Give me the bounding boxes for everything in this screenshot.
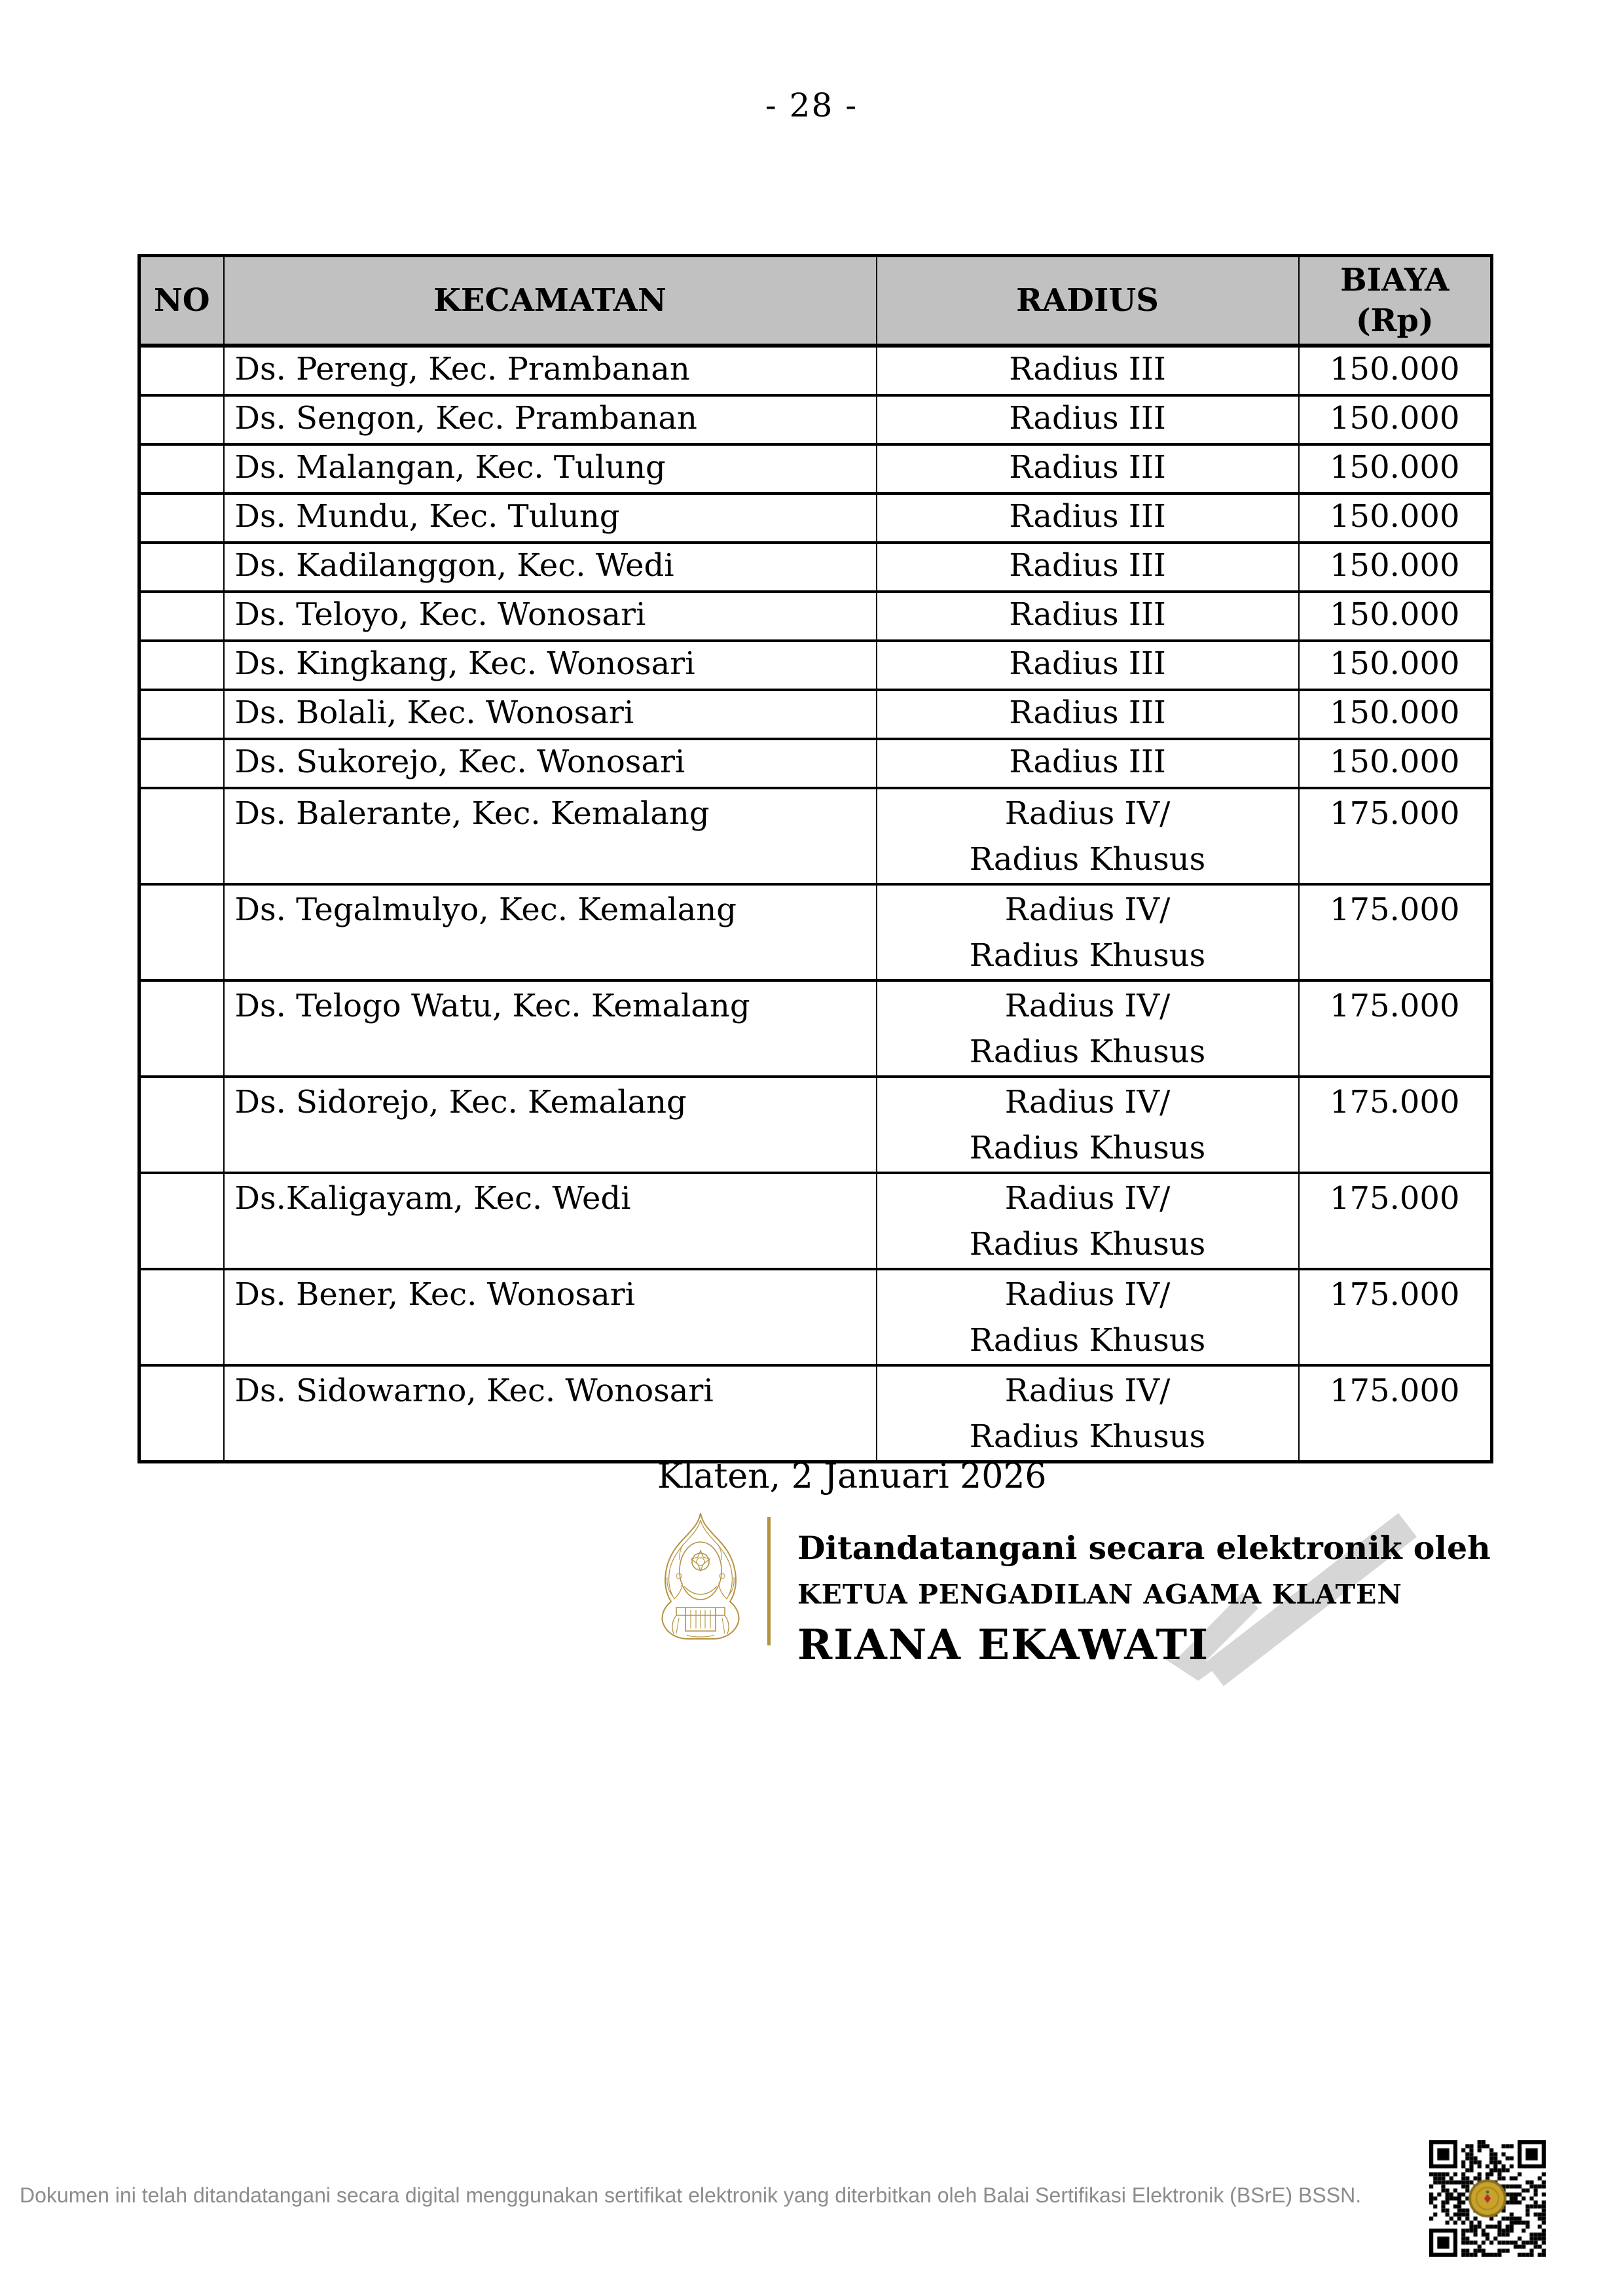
cell-radius: Radius IV/ Radius Khusus <box>877 884 1299 980</box>
cell-kecamatan: Ds. Teloyo, Kec. Wonosari <box>224 592 877 641</box>
cell-biaya: 150.000 <box>1299 739 1492 788</box>
cell-kecamatan: Ds. Malangan, Kec. Tulung <box>224 444 877 493</box>
cell-radius: Radius III <box>877 739 1299 788</box>
table-row <box>139 1269 1492 1365</box>
cell-no <box>139 1077 224 1173</box>
cell-no <box>139 592 224 641</box>
cell-biaya: 175.000 <box>1299 1173 1492 1269</box>
table-row <box>139 980 1492 1077</box>
cell-biaya: 150.000 <box>1299 395 1492 444</box>
cell-radius: Radius IV/ Radius Khusus <box>877 1173 1299 1269</box>
header-no: NO <box>139 256 224 346</box>
table-row <box>139 543 1492 592</box>
cell-kecamatan: Ds. Sukorejo, Kec. Wonosari <box>224 739 877 788</box>
cell-kecamatan: Ds. Sengon, Kec. Prambanan <box>224 395 877 444</box>
table-row <box>139 690 1492 739</box>
table-row <box>139 788 1492 884</box>
cell-kecamatan: Ds. Telogo Watu, Kec. Kemalang <box>224 980 877 1077</box>
cell-biaya: 150.000 <box>1299 641 1492 690</box>
cell-no <box>139 444 224 493</box>
table-row <box>139 346 1492 395</box>
header-kecamatan: KECAMATAN <box>224 256 877 346</box>
cell-kecamatan: Ds. Kadilanggon, Kec. Wedi <box>224 543 877 592</box>
table-row <box>139 1365 1492 1462</box>
cell-biaya: 175.000 <box>1299 1365 1492 1462</box>
cell-kecamatan: Ds. Tegalmulyo, Kec. Kemalang <box>224 884 877 980</box>
cell-radius: Radius III <box>877 493 1299 543</box>
header-biaya-line2: (Rp) <box>1355 302 1434 339</box>
table-row <box>139 592 1492 641</box>
cell-no <box>139 543 224 592</box>
cell-radius: Radius III <box>877 444 1299 493</box>
cell-biaya: 150.000 <box>1299 592 1492 641</box>
cell-biaya: 150.000 <box>1299 346 1492 395</box>
cell-no <box>139 1269 224 1365</box>
cell-radius: Radius IV/ Radius Khusus <box>877 980 1299 1077</box>
table-row <box>139 1077 1492 1173</box>
table-row <box>139 444 1492 493</box>
table-row <box>139 493 1492 543</box>
cell-kecamatan: Ds. Pereng, Kec. Prambanan <box>224 346 877 395</box>
cell-radius: Radius IV/ Radius Khusus <box>877 788 1299 884</box>
table-row <box>139 884 1492 980</box>
header-radius: RADIUS <box>877 256 1299 346</box>
cell-radius: Radius IV/ Radius Khusus <box>877 1269 1299 1365</box>
cell-biaya: 175.000 <box>1299 1269 1492 1365</box>
table-row <box>139 641 1492 690</box>
cell-no <box>139 1365 224 1462</box>
cell-biaya: 175.000 <box>1299 980 1492 1077</box>
cell-no <box>139 690 224 739</box>
page-number: - 28 - <box>765 86 858 124</box>
cell-biaya: 150.000 <box>1299 690 1492 739</box>
cell-radius: Radius IV/ Radius Khusus <box>877 1077 1299 1173</box>
cell-radius: Radius IV/ Radius Khusus <box>877 1365 1299 1462</box>
cell-kecamatan: Ds.Kaligayam, Kec. Wedi <box>224 1173 877 1269</box>
cell-no <box>139 395 224 444</box>
cell-kecamatan: Ds. Balerante, Kec. Kemalang <box>224 788 877 884</box>
cell-no <box>139 739 224 788</box>
cell-kecamatan: Ds. Mundu, Kec. Tulung <box>224 493 877 543</box>
signature-divider-line <box>767 1517 771 1645</box>
cell-no <box>139 1173 224 1269</box>
cell-kecamatan: Ds. Sidowarno, Kec. Wonosari <box>224 1365 877 1462</box>
table-row <box>139 395 1492 444</box>
cell-biaya: 175.000 <box>1299 788 1492 884</box>
signature-place-date: Klaten, 2 Januari 2026 <box>657 1457 1047 1496</box>
signature-statement: Ditandatangani secara elektronik oleh <box>797 1529 1491 1567</box>
cell-kecamatan: Ds. Bolali, Kec. Wonosari <box>224 690 877 739</box>
cell-no <box>139 884 224 980</box>
cell-radius: Radius III <box>877 690 1299 739</box>
cell-no <box>139 493 224 543</box>
qr-code <box>1429 2140 1546 2257</box>
gunungan-wayang-logo <box>657 1511 744 1644</box>
cell-radius: Radius III <box>877 592 1299 641</box>
table-row <box>139 739 1492 788</box>
cell-kecamatan: Ds. Bener, Kec. Wonosari <box>224 1269 877 1365</box>
cell-radius: Radius III <box>877 346 1299 395</box>
cell-biaya: 150.000 <box>1299 543 1492 592</box>
cell-radius: Radius III <box>877 395 1299 444</box>
radius-fee-table <box>137 254 1493 1463</box>
cell-no <box>139 641 224 690</box>
header-biaya <box>1299 256 1492 346</box>
cell-radius: Radius III <box>877 543 1299 592</box>
cell-biaya: 175.000 <box>1299 1077 1492 1173</box>
cell-biaya: 150.000 <box>1299 493 1492 543</box>
table-row <box>139 1173 1492 1269</box>
signer-title: KETUA PENGADILAN AGAMA KLATEN <box>797 1579 1402 1610</box>
header-biaya-line1: BIAYA <box>1340 262 1450 298</box>
cell-no <box>139 980 224 1077</box>
cell-kecamatan: Ds. Sidorejo, Kec. Kemalang <box>224 1077 877 1173</box>
cell-radius: Radius III <box>877 641 1299 690</box>
cell-biaya: 150.000 <box>1299 444 1492 493</box>
signer-name: RIANA EKAWATI <box>797 1621 1209 1670</box>
cell-no <box>139 346 224 395</box>
cell-biaya: 175.000 <box>1299 884 1492 980</box>
cell-no <box>139 788 224 884</box>
cell-kecamatan: Ds. Kingkang, Kec. Wonosari <box>224 641 877 690</box>
digital-signature-disclaimer: Dokumen ini telah ditandatangani secara digital menggunakan sertifikat elektronik yang diterbitkan oleh Balai Sertifikasi Elektronik (BSrE) BSSN. <box>20 2183 1362 2207</box>
table-header-row <box>139 256 1492 346</box>
